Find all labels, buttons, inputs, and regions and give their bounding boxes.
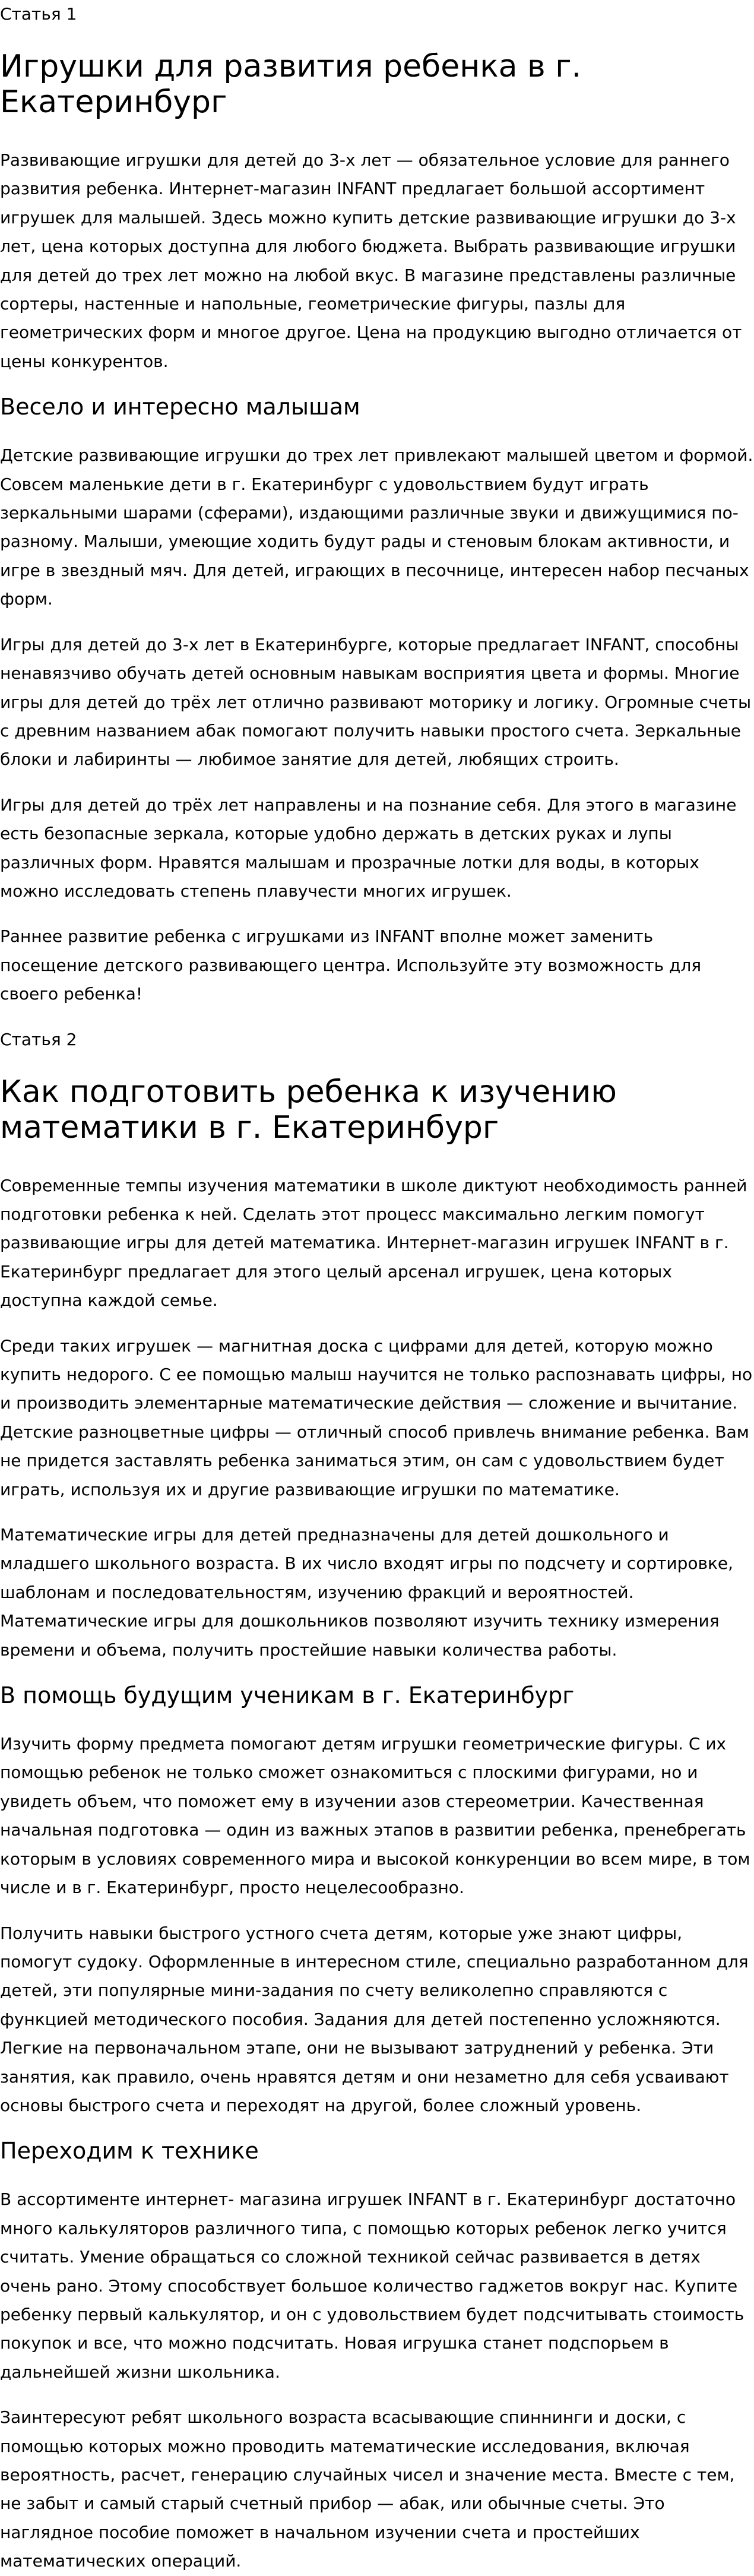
article-1 — [0, 0, 754, 1009]
article-paragraph: Современные темпы изучения математики в школе диктуют необходимость ранней подготовки ребенка к ней. Сделать этот процесс максимально легким помогут развивающие игры для детей математика. Интернет-магазин игрушек INFANT в г. Екатеринбург предлагает для этого целый арсенал игрушек, цена которых доступна каждой семье. — [0, 1175, 747, 1311]
section-heading: В помощь будущим ученикам в г. Екатеринбург — [0, 1682, 575, 1709]
article-paragraph: Детские развивающие игрушки до трех лет привлекают малышей цветом и формой. Совсем маленькие дети в г. Екатеринбург с удовольствием будут играть зеркальными шарами (сферами), издающими различные звуки и движущимися по-разному. Малыши, умеющие ходить будут рады и стеновым блокам активности, и игре в звездный мяч. Для детей, играющих в песочнице, интересен набор песчаных форм. — [0, 445, 753, 609]
article-title: Как подготовить ребенка к изучению математики в г. Екатеринбург — [0, 1074, 617, 1145]
section-heading: Переходим к технике — [0, 2138, 259, 2164]
article-paragraph: Игры для детей до 3-х лет в Екатеринбурге, которые предлагает INFANT, способны ненавязчиво обучать детей основным навыкам восприятия цвета и формы. Многие игры для детей до трёх лет отлично развивают моторику и логику. Огромные счеты с древним названием абак помогают получить навыки простого счета. Зеркальные блоки и лабиринты — любимое занятие для детей, любящих строить. — [0, 634, 752, 770]
article-paragraph: Игры для детей до трёх лет направлены и на познание себя. Для этого в магазине есть безопасные зеркала, которые удобно держать в детских руках и лупы различных форм. Нравятся малышам и прозрачные лотки для воды, в которых можно исследовать степень плавучести многих игрушек. — [0, 795, 737, 901]
article-paragraph: Математические игры для детей предназначены для детей дошкольного и младшего школьного возраста. В их число входят игры по подсчету и сортировке, шаблонам и последовательностям, изучению фракций и вероятностей. Математические игры для дошкольников позволяют изучить технику измерения времени и объема, получить простейшие навыки количества работы. — [0, 1525, 734, 1660]
article-title: Игрушки для развития ребенка в г. Екатеринбург — [0, 49, 582, 120]
article-paragraph: В ассортименте интернет- магазина игрушек INFANT в г. Екатеринбург достаточно много калькуляторов различного типа, с помощью которых ребенок легко учится считать. Умение обращаться со сложной техникой сейчас развивается в детях очень рано. Этому способствует большое количество гаджетов вокруг нас. Купите ребенку первый калькулятор, и он с удовольствием будет подсчитывать стоимость покупок и все, что можно подсчитать. Новая игрушка станет подспорьем в дальнейшей жизни школьника. — [0, 2189, 745, 2382]
article-paragraph: Раннее развитие ребенка с игрушками из INFANT вполне может заменить посещение детского развивающего центра. Используйте эту возможность для своего ребенка! — [0, 926, 702, 1004]
article-paragraph: Получить навыки быстрого устного счета детям, которые уже знают цифры, помогут судоку. Оформленные в интересном стиле, специально разработанном для детей, эти популярные мини-задания по счету великолепно справляются с функцией методического пособия. Задания для детей постепенно усложняются. Легкие на первоначальном этапе, они не вызывают затруднений у ребенка. Эти занятия, как правило, очень нравятся детям и они незаметно для себя усваивают основы быстрого счета и переходят на другой, более сложный уровень. — [0, 1923, 749, 2115]
article-label: Статья 1 — [0, 4, 77, 24]
article-paragraph: Развивающие игрушки для детей до 3-х лет — обязательное условие для раннего развития ребенка. Интернет-магазин INFANT предлагает большой ассортимент игрушек для малышей. Здесь можно купить детские развивающие игрушки до 3-х лет, цена которых доступна для любого бюджета. Выбрать развивающие игрушки для детей до трех лет можно на любой вкус. В магазине представлены различные сортеры, настенные и напольные, геометрические фигуры, пазлы для геометрических форм и многое другое. Цена на продукцию выгодно отличается от цены конкурентов. — [0, 150, 742, 371]
article-paragraph: Заинтересуют ребят школьного возраста всасывающие спиннинги и доски, с помощью которых можно проводить математические исследования, включая вероятность, расчет, генерацию случайных чисел и значение места. Вместе с тем, не забыт и самый старый счетный прибор — абак, или обычные счеты. Это наглядное пособие поможет в начальном изучении счета и простейших математических операций. — [0, 2407, 735, 2571]
section-heading: Весело и интересно малышам — [0, 394, 360, 420]
article-paragraph: Среди таких игрушек — магнитная доска с цифрами для детей, которую можно купить недорого. С ее помощью малыш научится не только распознавать цифры, но и производить элементарные математические действия — сложение и вычитание. Детские разноцветные цифры — отличный способ привлечь внимание ребенка. Вам не придется заставлять ребенка заниматься этим, он сам с удовольствием будет играть, используя их и другие развивающие игрушки по математике. — [0, 1336, 753, 1499]
article-label: Статья 2 — [0, 1029, 77, 1049]
article-paragraph: Изучить форму предмета помогают детям игрушки геометрические фигуры. С их помощью ребенок не только сможет ознакомиться с плоскими фигурами, но и увидеть объем, что поможет ему в изучении азов стереометрии. Качественная начальная подготовка — один из важных этапов в развитии ребенка, пренебрегать которым в условиях современного мира и высокой конкуренции во всем мире, в том числе и в г. Екатеринбург, просто нецелесообразно. — [0, 1734, 750, 1898]
article-2 — [0, 1026, 754, 2576]
